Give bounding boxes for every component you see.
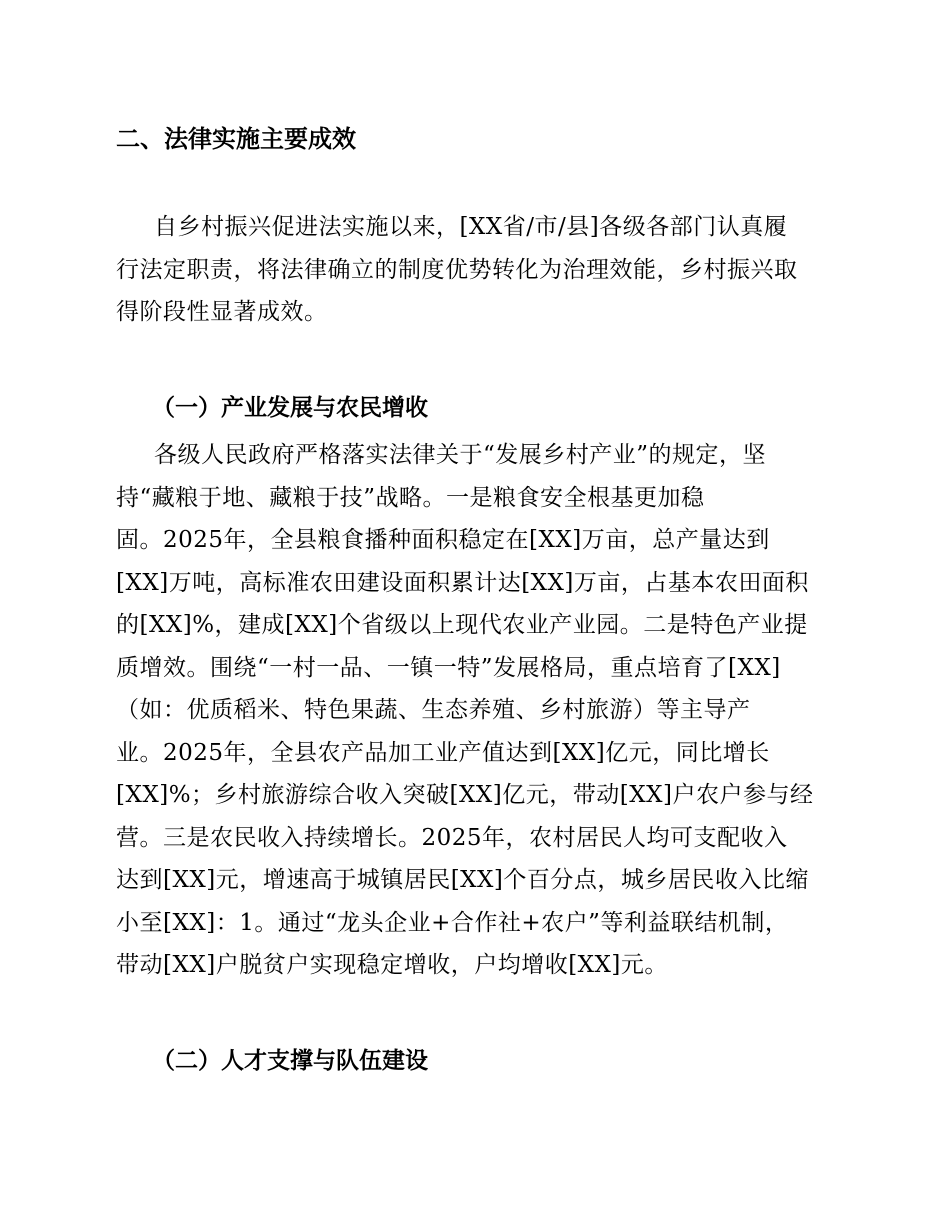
paragraph-line: [XX]万吨，高标准农田建设面积累计达[XX]万亩，占基本农田面积: [116, 569, 809, 596]
paragraph-line: 行法定职责，将法律确立的制度优势转化为治理效能，乡村振兴取: [116, 256, 798, 283]
paragraph-line: 得阶段性显著成效。: [116, 299, 328, 325]
paragraph-line: 营。三是农民收入持续增长。2025年，农村居民人均可支配收入: [116, 824, 788, 851]
paragraph-line: （如：优质稻米、特色果蔬、生态养殖、乡村旅游）等主导产: [116, 697, 751, 723]
paragraph-line: 质增效。围绕“一村一品、一镇一特”发展格局，重点培育了[XX]: [116, 654, 781, 681]
subsection-heading-industry: （一）产业发展与农民增收: [152, 395, 428, 421]
industry-paragraph: [116, 434, 846, 987]
paragraph-line: 的[XX]%，建成[XX]个省级以上现代农业产业园。二是特色产业提: [116, 612, 808, 638]
section-heading-main: 二、法律实施主要成效: [116, 125, 356, 153]
paragraph-line: 带动[XX]户脱贫户实现稳定增收，户均增收[XX]元。: [116, 952, 668, 978]
subsection-heading-talent: （二）人才支撑与队伍建设: [152, 1048, 428, 1074]
paragraph-line: 达到[XX]元，增速高于城镇居民[XX]个百分点，城乡居民收入比缩: [116, 867, 809, 893]
paragraph-line: 业。2025年，全县农产品加工业产值达到[XX]亿元，同比增长: [116, 739, 770, 766]
paragraph-line: 持“藏粮于地、藏粮于技”战略。一是粮食安全根基更加稳: [116, 484, 705, 511]
paragraph-line: 小至[XX]：1。通过“龙头企业+合作社+农户”等利益联结机制，: [116, 909, 789, 936]
paragraph-line: [XX]%；乡村旅游综合收入突破[XX]亿元，带动[XX]户农户参与经: [116, 782, 814, 808]
paragraph-line: 自乡村振兴促进法实施以来，[XX省/市/县]各级各部门认真履: [154, 214, 788, 240]
paragraph-line: 固。2025年，全县粮食播种面积稳定在[XX]万亩，总产量达到: [116, 527, 770, 553]
intro-paragraph: [116, 206, 846, 334]
paragraph-line: 各级人民政府严格落实法律关于“发展乡村产业”的规定，坚: [154, 442, 767, 468]
